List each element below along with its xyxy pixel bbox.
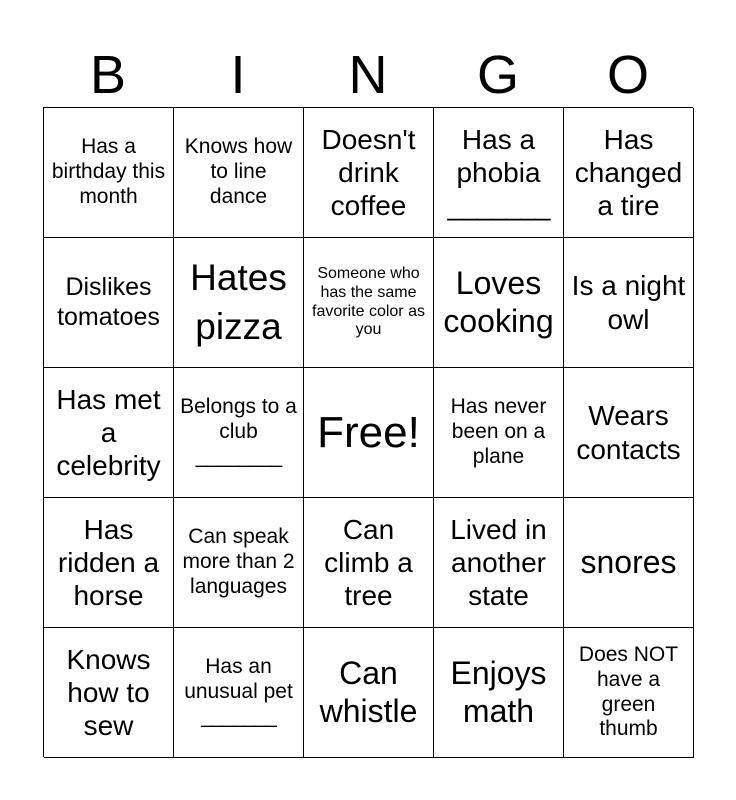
cell-text: Has met a celebrity	[56, 383, 161, 482]
cell-text: Loves cooking	[443, 264, 554, 339]
bingo-cell[interactable]	[174, 628, 304, 758]
header-letter-g: G	[476, 45, 519, 105]
bingo-cell[interactable]	[564, 238, 694, 368]
cell-text: Can climb a tree	[324, 513, 413, 612]
bingo-cell[interactable]	[174, 238, 304, 368]
cell-text: Has a phobia	[456, 123, 541, 188]
cell-text: snores	[580, 543, 677, 580]
bingo-cell[interactable]	[434, 108, 564, 238]
cell-text: Can speak more than 2 languages	[182, 525, 295, 598]
bingo-cell[interactable]	[564, 368, 694, 498]
cell-text: Free!	[317, 407, 420, 457]
cell-text: Lived in another state	[450, 513, 547, 612]
cell-text: Hates pizza	[190, 257, 287, 347]
cell-text: Has an unusual pet	[184, 655, 293, 704]
cell-text: Knows how to sew	[66, 643, 151, 742]
header-letter-o: O	[606, 45, 649, 105]
bingo-cell[interactable]	[304, 628, 434, 758]
cell-text: Doesn't drink coffee	[321, 123, 416, 222]
bingo-cell[interactable]	[44, 368, 174, 498]
header-letter-i: I	[230, 45, 246, 105]
bingo-cell[interactable]	[44, 108, 174, 238]
cell-blank-line: _______	[447, 190, 550, 222]
bingo-cell[interactable]	[564, 498, 694, 628]
bingo-cell[interactable]	[434, 368, 564, 498]
bingo-cell[interactable]	[304, 108, 434, 238]
cell-blank-line: ________	[195, 444, 282, 468]
bingo-cell[interactable]	[44, 238, 174, 368]
bingo-cell[interactable]	[564, 108, 694, 238]
bingo-cell[interactable]	[174, 498, 304, 628]
cell-text: Knows how to line dance	[184, 135, 293, 208]
bingo-header	[43, 42, 693, 108]
bingo-cell[interactable]	[434, 628, 564, 758]
cell-text: Dislikes tomatoes	[57, 273, 160, 331]
bingo-cell[interactable]	[174, 108, 304, 238]
cell-text: Is a night owl	[571, 270, 686, 335]
header-letter-n: N	[348, 45, 388, 105]
cell-text: Has never been on a plane	[450, 395, 547, 468]
cell-blank-line: _______	[201, 704, 276, 728]
bingo-cell[interactable]	[44, 628, 174, 758]
bingo-cell[interactable]	[564, 628, 694, 758]
bingo-cell[interactable]	[304, 498, 434, 628]
cell-text: Belongs to a club	[180, 395, 297, 444]
bingo-cell[interactable]	[174, 368, 304, 498]
bingo-cell[interactable]	[434, 498, 564, 628]
cell-text: Does NOT have a green thumb	[578, 642, 679, 741]
cell-text: Has ridden a horse	[57, 513, 160, 612]
cell-text: Someone who has the same favorite color as you	[312, 264, 425, 339]
cell-text: Has changed a tire	[574, 123, 683, 222]
cell-text: Can whistle	[319, 654, 418, 729]
bingo-cell[interactable]	[304, 238, 434, 368]
bingo-cell[interactable]	[434, 238, 564, 368]
cell-text: Wears contacts	[576, 400, 681, 465]
cell-text: Enjoys math	[450, 654, 547, 729]
header-letter-b: B	[89, 45, 127, 105]
cell-text: Has a birthday this month	[51, 135, 166, 208]
bingo-cell[interactable]	[44, 498, 174, 628]
bingo-board	[43, 107, 693, 757]
free-space-cell[interactable]	[304, 368, 434, 498]
